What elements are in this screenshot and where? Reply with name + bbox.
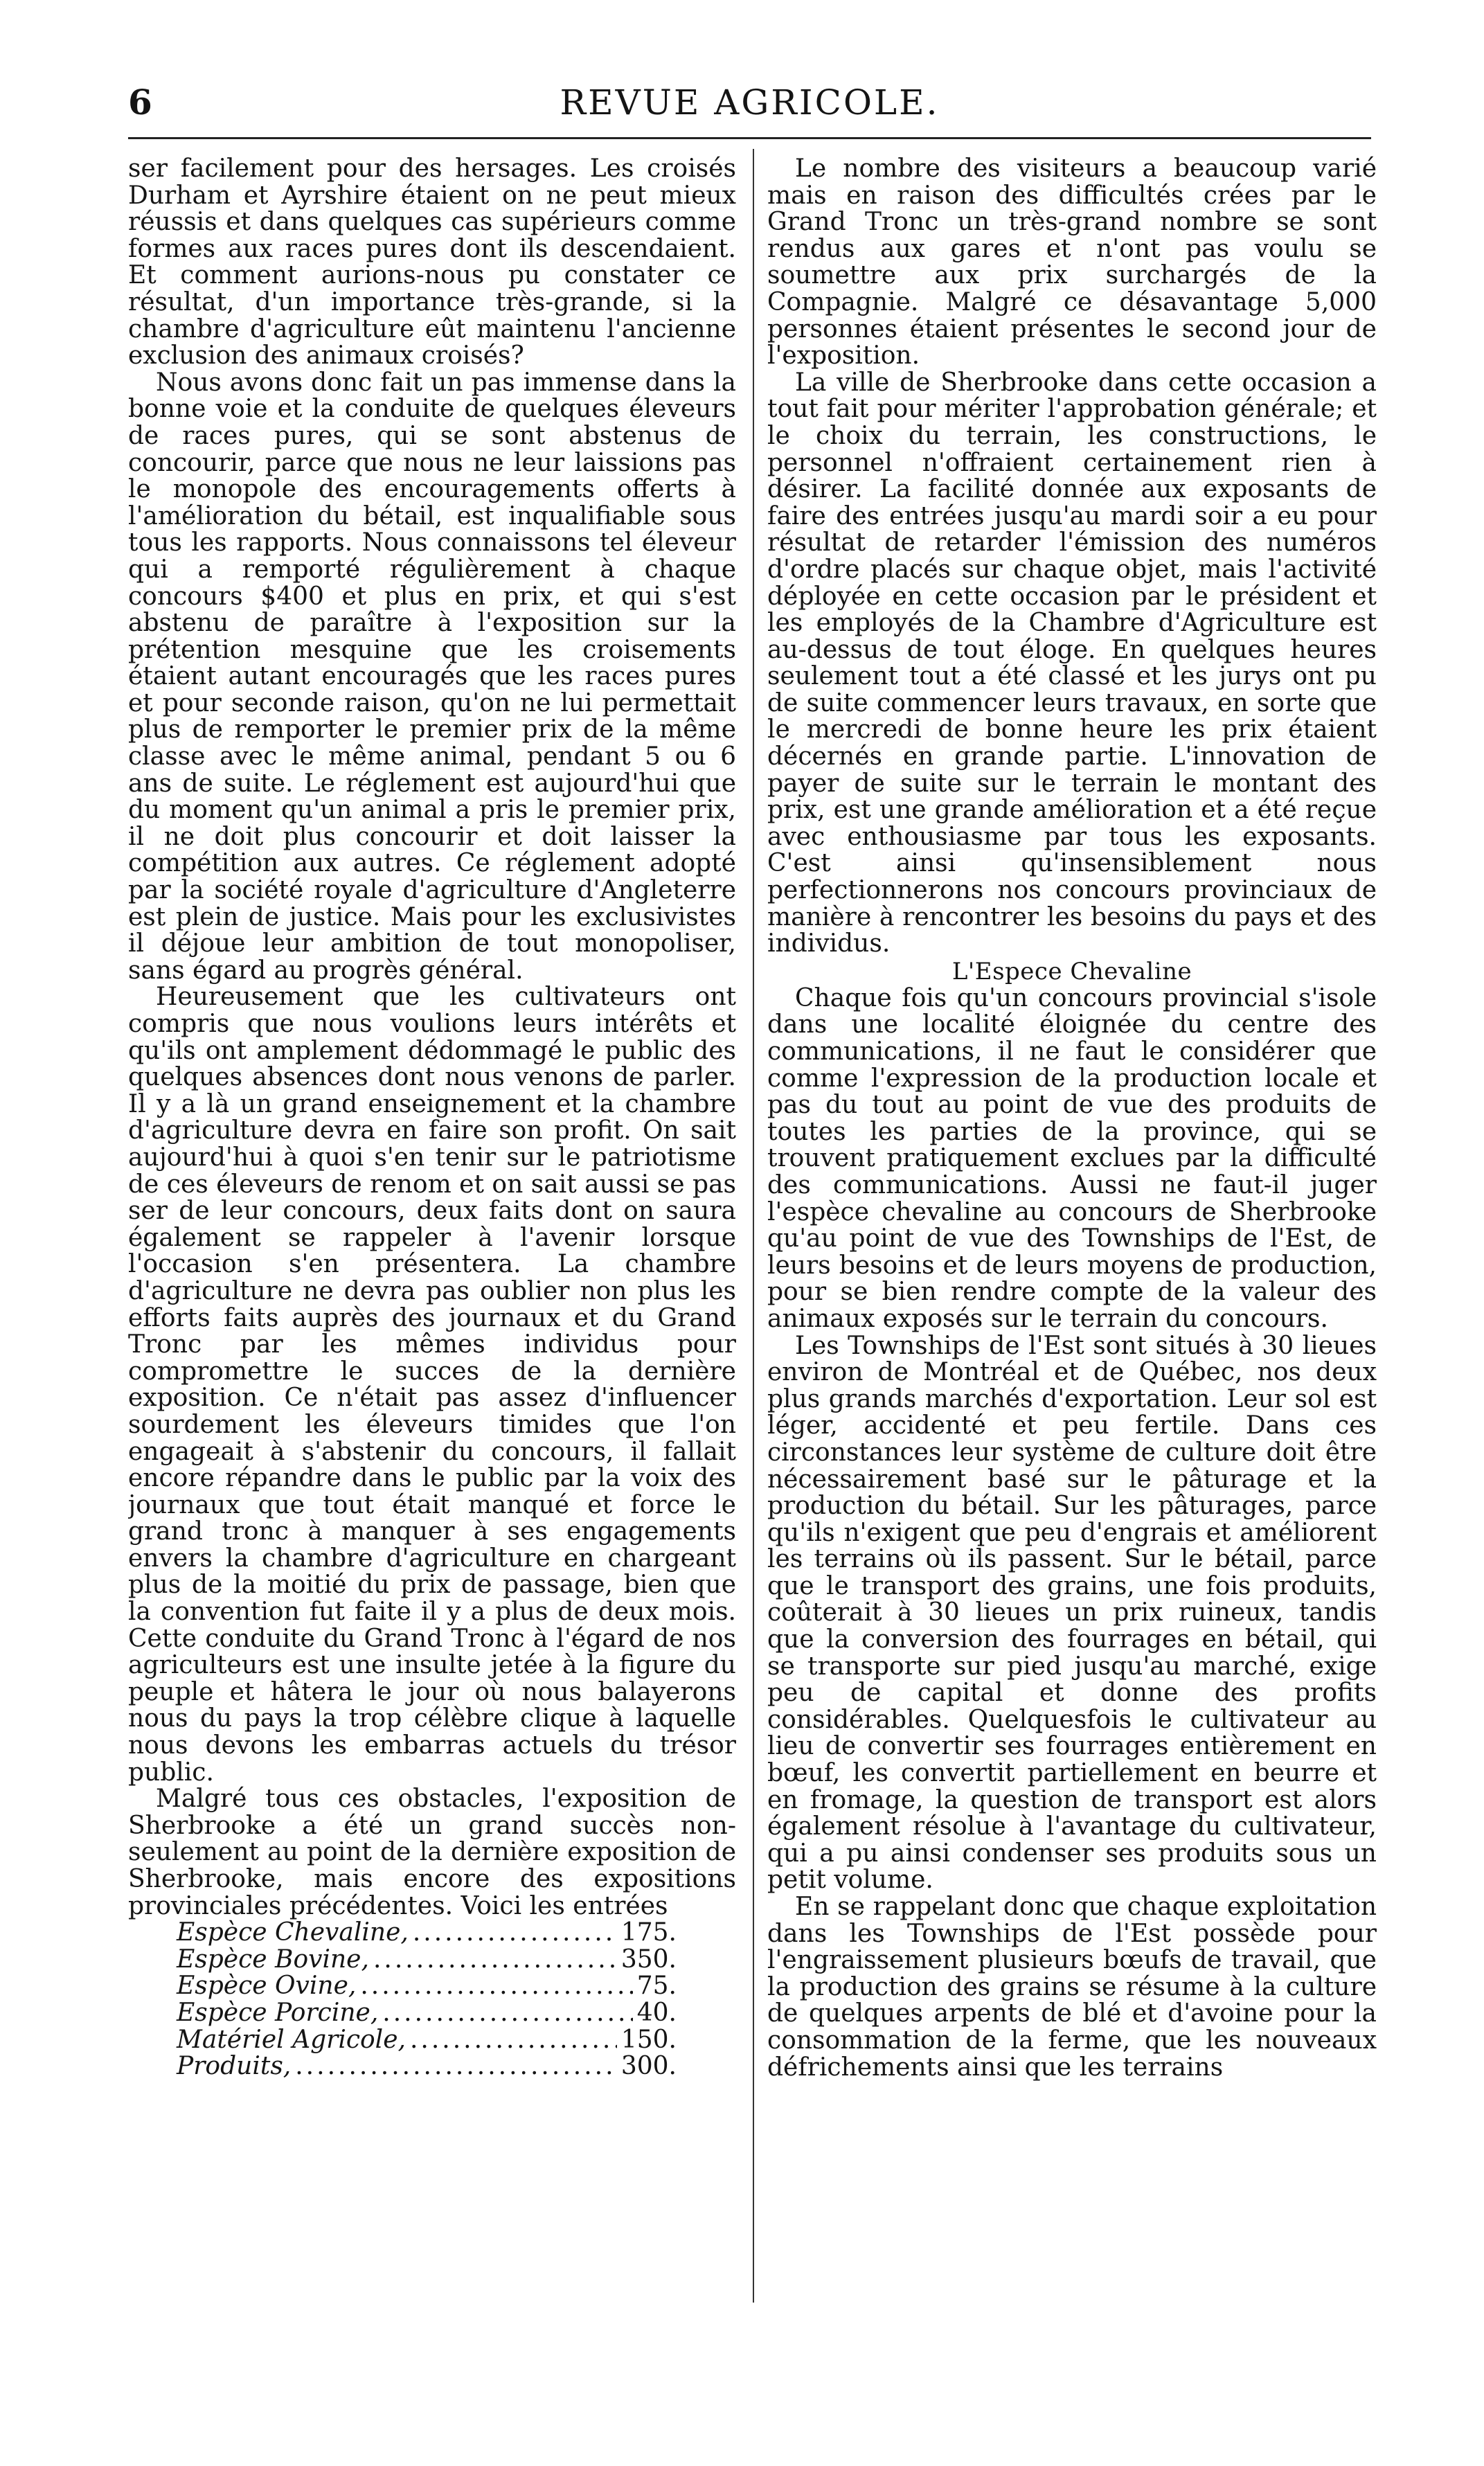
entry-value: 75. bbox=[636, 1972, 677, 2001]
paragraph: Heureusement que les cultivateurs ont compris que nous voulions leurs intérêts et qu'ils ont amplement dédommagé le public des quelques absences dont nous venons de parler. Il y a là un grand enseignement et la chambre d'agriculture devra en faire son profit. On sait aujourd'hui à quoi s'en tenir sur le patriotisme de ces éleveurs de renom et on sait aussi se pas ser de leur concours, deux faits dont on saura également se rappeler à l'avenir lorsque l'occasion s'en présentera. La chambre d'agriculture ne devra pas oublier non plus les efforts faits auprès des journaux et du Grand Tronc par les mêmes individus pour compromettre le succes de la dernière exposition. Ce n'était pas assez d'influencer sourdement les éleveurs timides que l'on engageait à s'abstenir du concours, il fallait encore répandre dans le public par la voix des journaux que tout était manqué et force le grand tronc à manquer à ses engagements envers la chambre d'agriculture en chargeant plus de la moitié du prix de passage, bien que la convention fut faite il y a plus de deux mois. Cette conduite du Grand Tronc à l'égard de nos agriculteurs est une insulte jetée à la figure du peuple et hâtera le jour où nous balayerons nous du pays la trop célèbre clique à laquelle nous devons les embarras actuels du trésor public. bbox=[128, 983, 736, 1787]
entry-row bbox=[177, 1973, 677, 2000]
entry-value: 40. bbox=[636, 1998, 677, 2027]
entry-row bbox=[177, 2027, 677, 2054]
paragraph: Le nombre des visiteurs a beaucoup varié mais en raison des difficultés crées par le Grand Tronc un très-grand nombre se sont rendus aux gares et n'ont pas voulu se soumettre aux prix surchargés de la Compagnie. Malgré ce désavantage 5,000 personnes étaient présentes le second jour de l'exposition. bbox=[767, 156, 1377, 370]
entries-table bbox=[128, 1920, 736, 2080]
paragraph: Les Townships de l'Est sont situés à 30 lieues environ de Montréal et de Québec, nos deux plus grands marchés d'exportation. Leur sol est léger, accidenté et peu fertile. Dans ces circonstances leur système de culture doit être nécessairement basé sur le pâturage et la production du bétail. Sur les pâturages, parce qu'ils n'exigent que peu d'engrais et améliorent les terrains où ils passent. Sur le bétail, parce que le transport des grains, une fois produits, coûterait à 30 lieues un prix ruineux, tandis que la conversion des fourrages en bétail, qui se transporte sur pied jusqu'au marché, exige peu de capital et donne des profits considérables. Quelquesfois le cultivateur au lieu de convertir ses fourrages entièrement en bœuf, les convertit partiellement en beurre et en fromage, la question de transport est alors également résolue à l'avantage du cultivateur, qui a pu ainsi condenser ses produits sous un petit volume. bbox=[767, 1331, 1377, 1895]
leader-dots bbox=[410, 2027, 617, 2054]
entry-value: 150. bbox=[620, 2025, 677, 2054]
entry-label: Espèce Bovine, bbox=[177, 1945, 369, 1974]
paragraph: Malgré tous ces obstacles, l'exposition de Sherbrooke a été un grand succès non-seulement au point de la dernière exposition de Sherbrooke, mais encore des expositions provinciales précédentes. Voici les entrées bbox=[128, 1785, 736, 1920]
entry-label: Espèce Chevaline, bbox=[177, 1918, 409, 1947]
leader-dots bbox=[382, 2000, 632, 2027]
column-divider bbox=[753, 149, 754, 2303]
entry-label: Espèce Porcine, bbox=[177, 1998, 379, 2027]
paragraph: La ville de Sherbrooke dans cette occasion a tout fait pour mériter l'approbation générale; et le choix du terrain, les constructions, le personnel n'offraient certainement rien à désirer. La facilité donnée aux exposants de faire des entrées jusqu'au mardi soir a eu pour résultat de retarder l'émission des numéros d'ordre placés sur chaque objet, mais l'activité déployée en cette occasion par le président et les employés de la Chambre d'Agriculture est au-dessus de tout éloge. En quelques heures seulement tout a été classé et les jurys ont pu de suite commencer leurs travaux, en sorte que le mercredi de bonne heure les prix étaient décernés en grande partie. L'innovation de payer de suite sur le terrain le montant des prix, est une grande amélioration et a été reçue avec enthousiasme par tous les exposants. C'est ainsi qu'insensiblement nous perfectionnerons nos concours provinciaux de manière à rencontrer les besoins du pays et des individus. bbox=[767, 368, 1377, 958]
right-column bbox=[767, 156, 1377, 2455]
entry-label: Produits, bbox=[177, 2052, 292, 2081]
entry-value: 350. bbox=[620, 1945, 677, 1974]
leader-dots bbox=[413, 1920, 617, 1947]
entry-label: Espèce Ovine, bbox=[177, 1972, 357, 2001]
paragraph: Chaque fois qu'un concours provincial s'isole dans une localité éloignée du centre des communications, il ne faut le considérer que comme l'expression de la production locale et pas du tout au point de vue des produits de toutes les parties de la province, qui se trouvent pratiquement exclues par la difficulté des communications. Aussi ne faut-il juger l'espèce chevaline au concours de Sherbrooke qu'au point de vue des Townships de l'Est, de leurs besoins et de leurs moyens de production, pour se bien rendre compte de la valeur des animaux exposés sur le terrain du concours. bbox=[767, 983, 1377, 1333]
entry-row bbox=[177, 1920, 677, 1947]
entry-value: 175. bbox=[620, 1918, 677, 1947]
paragraph: En se rappelant donc que chaque exploitation dans les Townships de l'Est possède pour l'engraissement plusieurs bœufs de travail, que la production des grains se résume à la culture de quelques arpents de blé et d'avoine pour la consommation de la ferme, que les nouveaux défrichements ainsi que les terrains bbox=[767, 1893, 1377, 2082]
leader-dots bbox=[360, 1973, 632, 2000]
leader-dots bbox=[373, 1947, 617, 1974]
entry-row bbox=[177, 2000, 677, 2027]
section-heading: L'Espece Chevaline bbox=[951, 957, 1192, 985]
paragraph: ser facilement pour des hersages. Les croisés Durham et Ayrshire étaient on ne peut mieux réussis et dans quelques cas supérieurs comme formes aux races pures dont ils descendaient. Et comment aurions-nous pu constater ce résultat, d'un importance très-grande, si la chambre d'agriculture eût maintenu l'ancienne exclusion des animaux croisés? bbox=[128, 156, 736, 370]
entry-row bbox=[177, 2053, 677, 2080]
entry-label: Matériel Agricole, bbox=[177, 2025, 406, 2054]
entry-value: 300. bbox=[620, 2052, 677, 2081]
page-number: 6 bbox=[128, 82, 152, 123]
leader-dots bbox=[295, 2053, 617, 2080]
journal-title: REVUE AGRICOLE. bbox=[560, 82, 940, 123]
page-header bbox=[128, 75, 1371, 139]
left-column bbox=[128, 156, 736, 2455]
entry-row bbox=[177, 1947, 677, 1974]
paragraph: Nous avons donc fait un pas immense dans la bonne voie et la conduite de quelques éleveurs de races pures, qui se sont abstenus de concourir, parce que nous ne leur laissions pas le monopole des encouragements offerts à l'amélioration du bétail, est inqualifiable sous tous les rapports. Nous connaissons tel éleveur qui a remporté régulièrement à chaque concours $400 et plus en prix, et qui s'est abstenu de paraître à l'exposition sur la prétention mesquine que les croisements étaient autant encouragés que les races pures et pour seconde raison, qu'on ne lui permettait plus de remporter le premier prix de la même classe avec le même animal, pendant 5 ou 6 ans de suite. Le réglement est aujourd'hui que du moment qu'un animal a pris le premier prix, il ne doit plus concourir et doit laisser la compétition aux autres. Ce réglement adopté par la société royale d'agriculture d'Angleterre est plein de justice. Mais pour les exclusivistes il déjoue leur ambition de tout monopoliser, sans égard au progrès général. bbox=[128, 368, 736, 985]
